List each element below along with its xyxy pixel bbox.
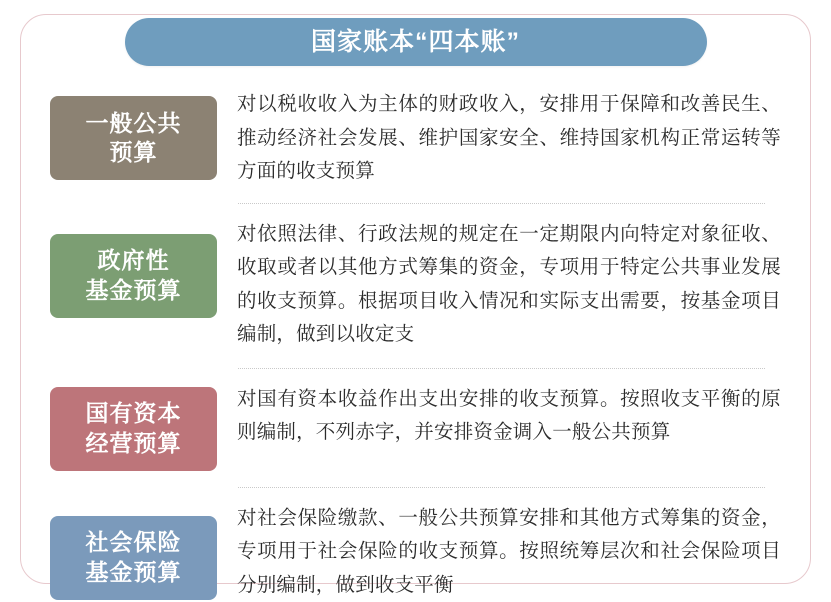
title-banner: [125, 18, 707, 66]
rows-container: [50, 82, 787, 602]
category-label-social-insurance-fund-budget: [50, 516, 217, 600]
page-title: 国家账本“四本账”: [310, 27, 520, 56]
category-label-line-2: 基金预算: [85, 558, 182, 585]
category-description: 对社会保险缴款、一般公共预算安排和其他方式筹集的资金，专项用于社会保险的收支预算。按照统筹层次和社会保险项目分别编制，做到收支平衡: [237, 506, 781, 596]
category-description: 对依照法律、行政法规的规定在一定期限内向特定对象征收、收取或者以其他方式筹集的资金，专项用于特定公共事业发展的收支预算。根据项目收入情况和实际支出需要，按基金项目编制，做到以收定支: [237, 222, 781, 346]
category-label-line-2: 经营预算: [85, 429, 182, 456]
category-label-line-1: 一般公共: [85, 109, 182, 136]
table-row: [50, 369, 787, 471]
category-label-line-2: 预算: [109, 139, 158, 165]
category-label-government-fund-budget: [50, 234, 217, 318]
category-description: 对国有资本收益作出支出安排的收支预算。按照收支平衡的原则编制，不列赤字，并安排资金调入一般公共预算: [237, 387, 781, 444]
category-label-line-1: 社会保险: [85, 529, 182, 556]
category-label-state-capital-operation-budget: [50, 387, 217, 471]
table-row: [50, 488, 787, 602]
category-label-line-2: 基金预算: [85, 276, 182, 303]
table-row: [50, 82, 787, 189]
category-description: 对以税收收入为主体的财政收入，安排用于保障和改善民生、推动经济社会发展、维护国家安全、维持国家机构正常运转等方面的收支预算: [237, 93, 781, 183]
category-label-line-1: 政府性: [97, 247, 170, 274]
category-label-line-1: 国有资本: [85, 400, 182, 427]
table-row: [50, 204, 787, 352]
category-label-general-public-budget: [50, 96, 217, 180]
